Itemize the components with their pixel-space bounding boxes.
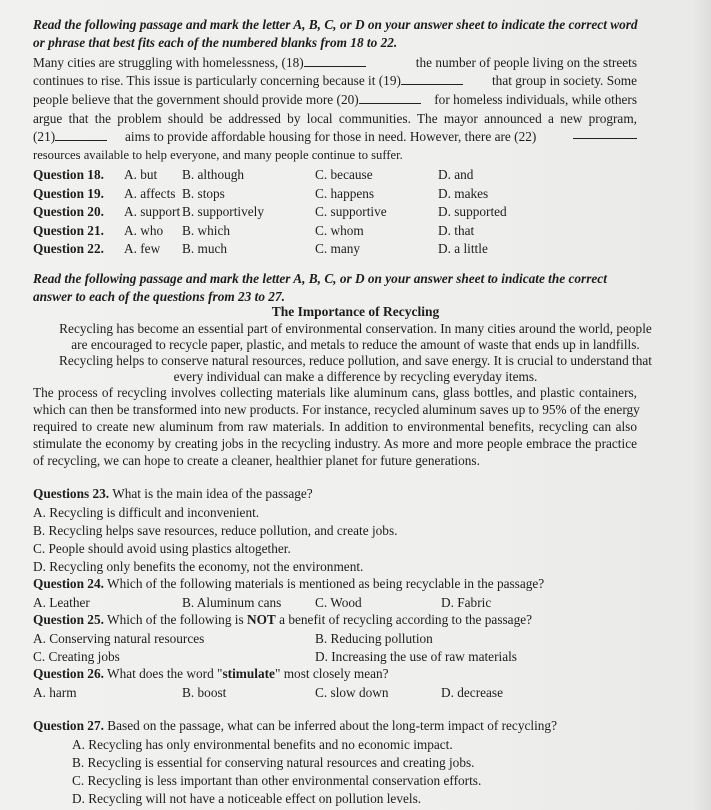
blank-20: [359, 93, 421, 104]
cloze-line-4: argue that the problem should be addressed by local communities. The mayor announced a new program,: [33, 111, 637, 126]
section1-instruction-line1: Read the following passage and mark the letter A, B, C, or D on your answer sheet to indicate the correct word: [33, 17, 638, 32]
option-23b[interactable]: B. Recycling helps save resources, reduce pollution, and create jobs.: [33, 523, 398, 538]
passage-line-8: stimulate the economy by creating jobs in the recycling industry. As more and more people embrace the practice: [33, 436, 637, 451]
section2-instruction-line2: answer to each of the questions from 23 to 27.: [33, 289, 285, 304]
cloze-line-1: Many cities are struggling with homelessness, (18) the number of people living on the streets: [33, 55, 637, 70]
cloze-line-2: continues to rise. This issue is particularly concerning because it (19) that group in society. Some: [33, 73, 637, 88]
cloze-line-3: people believe that the government should provide more (20) for homeless individuals, while others: [33, 92, 637, 107]
question-23-stem: Questions 23. What is the main idea of the passage?: [33, 486, 313, 501]
option-24b[interactable]: B. Aluminum cans: [182, 595, 282, 610]
passage-line-1: Recycling has become an essential part of environmental conservation. In many cities around the world, people: [59, 321, 652, 336]
option-22a[interactable]: A. few: [124, 241, 161, 256]
question-24-stem: Question 24. Which of the following materials is mentioned as being recyclable in the passage?: [33, 576, 545, 591]
option-26d[interactable]: D. decrease: [441, 685, 504, 700]
passage-line-9: of recycling, we can hope to create a cleaner, healthier planet for future generations.: [33, 453, 480, 468]
option-25d[interactable]: D. Increasing the use of raw materials: [315, 649, 517, 664]
option-20a[interactable]: A. support: [124, 204, 181, 219]
option-22c[interactable]: C. many: [315, 241, 361, 256]
passage-line-3: Recycling helps to conserve natural resources, reduce pollution, and save energy. It is crucial to understand that: [59, 353, 652, 368]
option-19a[interactable]: A. affects: [124, 186, 176, 201]
option-27a[interactable]: A. Recycling has only environmental benefits and no economic impact.: [72, 737, 453, 752]
option-24d[interactable]: D. Fabric: [441, 595, 492, 610]
passage-line-5: The process of recycling involves collecting materials like aluminum cans, glass bottles, and plastic containers,: [33, 385, 637, 400]
option-25a[interactable]: A. Conserving natural resources: [33, 631, 205, 646]
option-25b[interactable]: B. Reducing pollution: [315, 631, 433, 646]
option-22d[interactable]: D. a little: [438, 241, 488, 256]
option-19c[interactable]: C. happens: [315, 186, 375, 201]
option-27b[interactable]: B. Recycling is essential for conserving natural resources and creating jobs.: [72, 755, 475, 770]
option-21b[interactable]: B. which: [182, 223, 231, 238]
option-18d[interactable]: D. and: [438, 167, 474, 182]
option-22b[interactable]: B. much: [182, 241, 228, 256]
option-23a[interactable]: A. Recycling is difficult and inconvenient.: [33, 505, 260, 520]
blank-22: [573, 128, 637, 139]
option-19d[interactable]: D. makes: [438, 186, 489, 201]
worksheet-page: Read the following passage and mark the letter A, B, C, or D on your answer sheet to indicate the correct word or phrase that best fits each of the numbered blanks from 18 to 22. Many cities are struggling with homelessness, (18) the number of people living on the streets continues to rise. This issue is particularly concerning because it (19) that group in society. Some people believe that the government should provide more (20) for homeless individuals, while others argue that the problem should be addressed by local communities. The mayor announced a new program, (21) aims to provide affordable housing for those in need. However, there are (22) resources available to help everyone, and many people continue to suffer. Question 18. A. but B. although C. because D. and Question 19. A. affects B. stops C. happens D. makes Question 20. A. support B. supportively C. supportive D. supported Question 21. A. who B. which C. whom D. that Question 22. A. few B. much C. many D. a little Read the following passage and mark the letter A, B, C, or D on your answer sheet to indicate the correct answer to each of the questions from 23 to 27. The Importance of Recycling Recycling has become an essential part of environmental conservation. In many cities around the world, people are encouraged to recycle paper, plastic, and metals to reduce the amount of waste that ends up in landfills. Recycling helps to conserve natural resources, reduce pollution, and save energy. It is crucial to understand that every individual can make a difference by recycling everyday items. The process of recycling involves collecting materials like aluminum cans, glass bottles, and plastic containers, which can then be transformed into new products. For instance, recycled aluminum saves up to 95% of the energy required to create new aluminum from raw materials. In addition to environmental benefits, recycling can also stimulate the economy by creating jobs in the recycling industry. As more and more people embrace the practice of recycling, we can hope to create a cleaner, healthier planet for future generations. Questions 23. What is the main idea of the passage? A. Recycling is difficult and inconvenient. B. Recycling helps save resources, reduce pollution, and create jobs. C. People should avoid using plastics altogether. D. Recycling only benefits the economy, not the environment. Question 24. Which of the following materials is mentioned as being recyclable in the passage? A. Leather B. Aluminum cans C. Wood D. Fabric Question 25. Which of the following is NOT a benefit of recycling according to the passage? A. Conserving natural resources B. Reducing pollution C. Creating jobs D. Increasing the use of raw materials Question 26. What does the word "stimulate" most closely mean? A. harm B. boost C. slow down D. decrease Question 27. Based on the passage, what can be inferred about the long-term impact of recycling? A. Recycling has only environmental benefits and no economic impact. B. Recycling is essential for conserving natural resources and creating jobs. C. Recycling is less important than other environmental conservation efforts. D. Recycling will not have a noticeable effect on pollution levels.: [0, 0, 711, 810]
option-27d[interactable]: D. Recycling will not have a noticeable effect on pollution levels.: [72, 791, 422, 806]
passage-title: The Importance of Recycling: [271, 304, 440, 319]
option-21a[interactable]: A. who: [124, 223, 164, 238]
option-21d[interactable]: D. that: [438, 223, 475, 238]
option-23d[interactable]: D. Recycling only benefits the economy, not the environment.: [33, 559, 364, 574]
page-edge-shadow: [693, 0, 711, 810]
section1-instruction-line2: or phrase that best fits each of the numbered blanks from 18 to 22.: [33, 35, 398, 50]
passage-line-4: every individual can make a difference by recycling everyday items.: [173, 369, 538, 384]
option-25c[interactable]: C. Creating jobs: [33, 649, 120, 664]
blank-18: [304, 56, 366, 67]
question-27-stem: Question 27. Based on the passage, what can be inferred about the long-term impact of recycling?: [33, 718, 557, 733]
option-18b[interactable]: B. although: [182, 167, 245, 182]
passage-line-7: required to create new aluminum from raw materials. In addition to environmental benefits, recycling can also: [33, 419, 637, 434]
option-26a[interactable]: A. harm: [33, 685, 77, 700]
question-25-stem: Question 25. Which of the following is NOT a benefit of recycling according to the passage?: [33, 612, 533, 627]
option-24c[interactable]: C. Wood: [315, 595, 362, 610]
section2-instruction-line1: Read the following passage and mark the letter A, B, C, or D on your answer sheet to indicate the correct: [33, 271, 607, 286]
option-19b[interactable]: B. stops: [182, 186, 225, 201]
option-24a[interactable]: A. Leather: [33, 595, 90, 610]
option-20b[interactable]: B. supportively: [182, 204, 264, 219]
passage-line-6: which can then be transformed into new products. For instance, recycled aluminum saves up to 95% of the energy: [33, 402, 640, 417]
option-18a[interactable]: A. but: [124, 167, 158, 182]
option-20d[interactable]: D. supported: [438, 204, 507, 219]
option-20c[interactable]: C. supportive: [315, 204, 387, 219]
option-23c[interactable]: C. People should avoid using plastics altogether.: [33, 541, 291, 556]
blank-19: [401, 74, 463, 85]
option-26b[interactable]: B. boost: [182, 685, 227, 700]
cloze-line-5: (21) aims to provide affordable housing for those in need. However, there are (22): [33, 128, 637, 145]
question-26-stem: Question 26. What does the word "stimulate" most closely mean?: [33, 666, 389, 681]
option-18c[interactable]: C. because: [315, 167, 373, 182]
blank-21: [55, 130, 107, 141]
option-26c[interactable]: C. slow down: [315, 685, 389, 700]
cloze-line-6: resources available to help everyone, and many people continue to suffer.: [33, 148, 403, 162]
option-21c[interactable]: C. whom: [315, 223, 364, 238]
passage-line-2: are encouraged to recycle paper, plastic, and metals to reduce the amount of waste that ends up in landfills.: [71, 337, 640, 352]
option-27c[interactable]: C. Recycling is less important than other environmental conservation efforts.: [72, 773, 482, 788]
